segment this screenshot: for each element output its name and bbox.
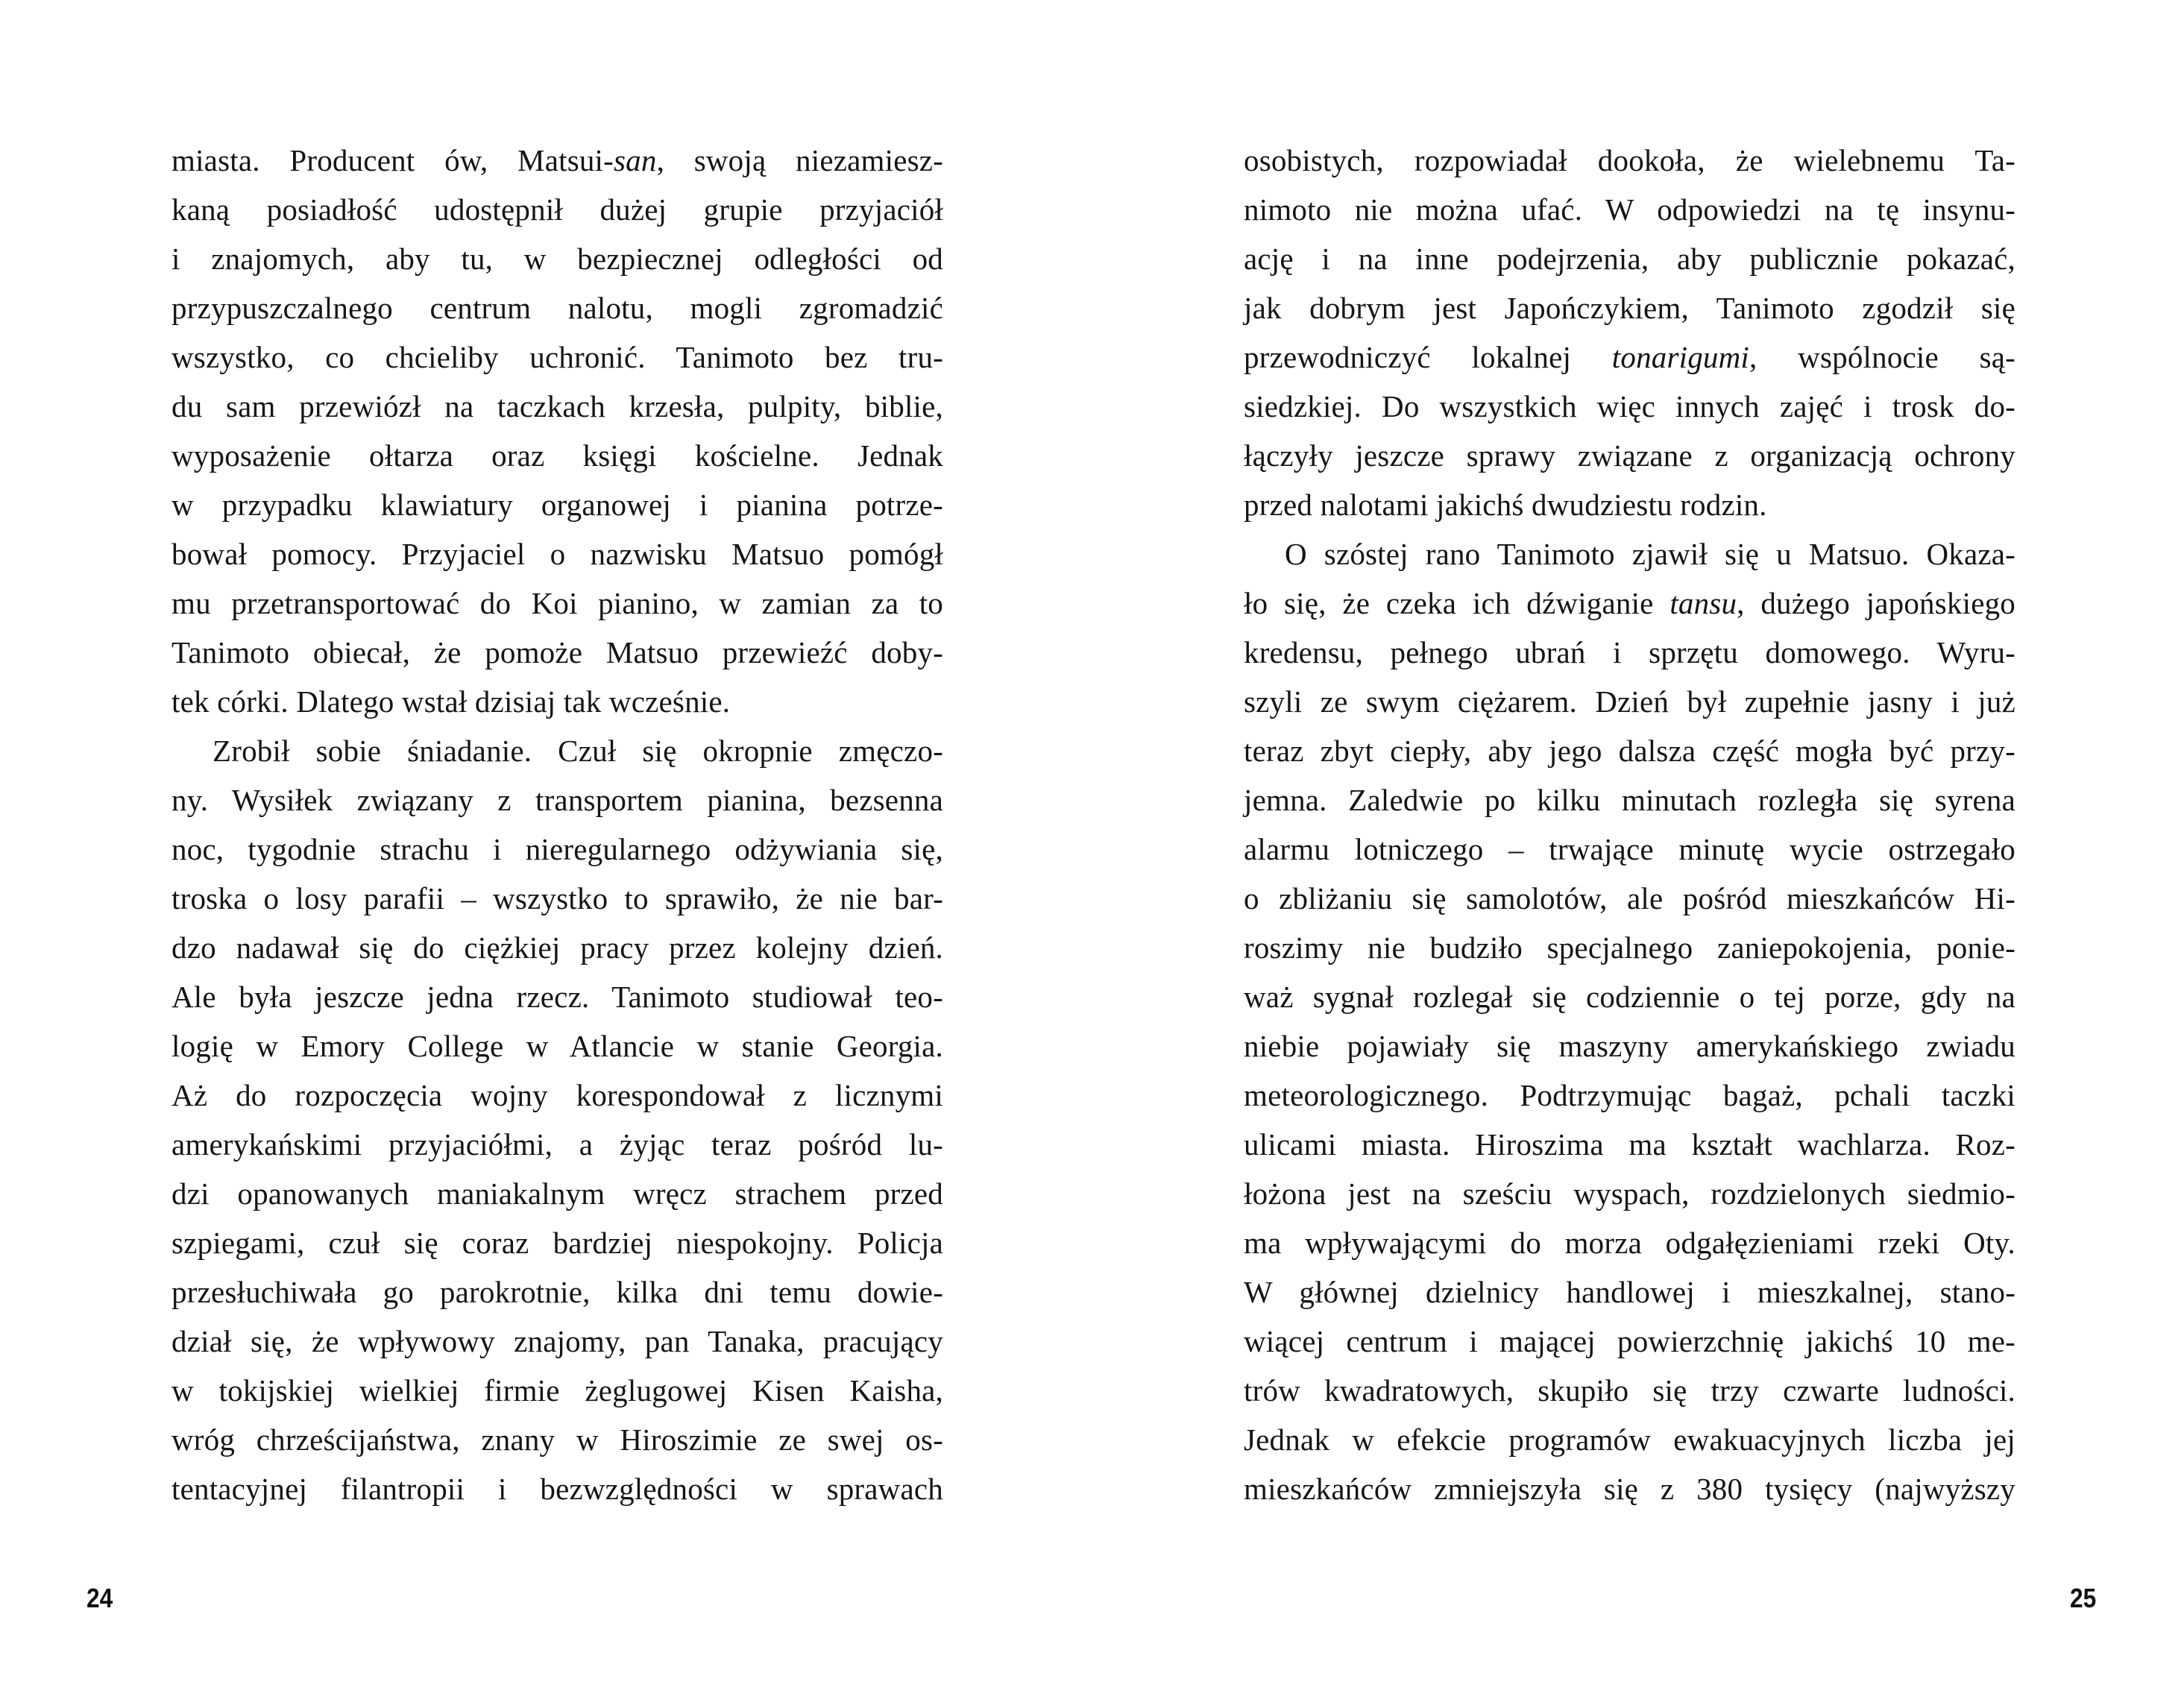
- text-segment: mu przetransportować do Koi pianino, w zamian za to: [171, 586, 943, 620]
- text-line: [1244, 333, 2015, 382]
- text-segment: wyposażenie ołtarza oraz księgi kościelne. Jednak: [171, 438, 943, 473]
- text-segment: Aż do rozpoczęcia wojny korespondował z licznymi: [171, 1078, 943, 1112]
- text-line: [171, 972, 943, 1021]
- text-line: [1244, 234, 2015, 283]
- text-segment: roszimy nie budziło specjalnego zaniepokojenia, ponie-: [1244, 930, 2015, 965]
- text-line: [1244, 1317, 2015, 1366]
- text-segment: Ale była jeszcze jedna rzecz. Tanimoto studiował teo-: [171, 980, 943, 1014]
- text-segment: łączyły jeszcze sprawy związane z organizacją ochrony: [1244, 438, 2015, 473]
- text-segment: tentacyjnej filantropii i bezwzględności w sprawach: [171, 1472, 943, 1506]
- text-segment: niebie pojawiały się maszyny amerykańskiego zwiadu: [1244, 1029, 2015, 1063]
- text-segment: O szóstej rano Tanimoto zjawił się u Matsuo. Okaza-: [1285, 537, 2015, 571]
- text-segment: bował pomocy. Przyjaciel o nazwisku Matsuo pomógł: [171, 537, 943, 571]
- text-line: [1244, 431, 2015, 480]
- text-segment: dzo nadawał się do ciężkiej pracy przez kolejny dzień.: [171, 930, 943, 965]
- text-line: [1244, 1021, 2015, 1071]
- text-line: [1244, 825, 2015, 874]
- text-segment: przed nalotami jakichś dwudziestu rodzin.: [1244, 488, 1767, 522]
- text-segment: tek córki. Dlatego wstał dzisiaj tak wcześnie.: [171, 684, 731, 719]
- text-line: [1244, 1218, 2015, 1267]
- text-segment: wszystko, co chcieliby uchronić. Tanimoto bez tru-: [171, 340, 943, 374]
- text-segment: przesłuchiwała go parokrotnie, kilka dni temu dowie-: [171, 1275, 943, 1309]
- text-line: [171, 529, 943, 579]
- text-segment: Tanimoto obiecał, że pomoże Matsuo przewieźć doby-: [171, 635, 943, 669]
- text-line: [171, 1021, 943, 1071]
- text-segment: o zbliżaniu się samolotów, ale pośród mieszkańców Hi-: [1244, 881, 2015, 916]
- text-segment: przypuszczalnego centrum nalotu, mogli zgromadzić: [171, 291, 943, 325]
- text-line: [1244, 382, 2015, 431]
- text-line: [1244, 579, 2015, 628]
- text-segment: ulicami miasta. Hiroszima ma kształt wachlarza. Roz-: [1244, 1127, 2015, 1162]
- text-line: [171, 923, 943, 972]
- text-line: [1244, 1415, 2015, 1464]
- text-segment: w tokijskiej wielkiej firmie żeglugowej Kisen Kaisha,: [171, 1373, 943, 1408]
- text-line: [171, 677, 943, 726]
- text-segment: ny. Wysiłek związany z transportem pianina, bezsenna: [171, 783, 943, 817]
- text-segment: Jednak w efekcie programów ewakuacyjnych liczba jej: [1244, 1422, 2015, 1457]
- text-segment: wiącej centrum i mającej powierzchnię jakichś 10 me-: [1244, 1324, 2015, 1358]
- text-segment: troska o losy parafii – wszystko to sprawiło, że nie bar-: [171, 881, 943, 916]
- text-line: [1244, 874, 2015, 923]
- text-segment: ło się, że czeka ich dźwiganie: [1244, 586, 1670, 620]
- text-segment: teraz zbyt ciepły, aby jego dalsza część mogła być przy-: [1244, 734, 2015, 768]
- text-segment: kredensu, pełnego ubrań i sprzętu domowego. Wyru-: [1244, 635, 2015, 669]
- text-line: [171, 234, 943, 283]
- text-line: [171, 185, 943, 234]
- text-line: [171, 283, 943, 333]
- text-line: [1244, 1071, 2015, 1120]
- text-line: [171, 874, 943, 923]
- text-segment: noc, tygodnie strachu i nieregularnego odżywiania się,: [171, 832, 943, 866]
- text-segment: amerykańskimi przyjaciółmi, a żyjąc teraz pośród lu-: [171, 1127, 943, 1162]
- text-line: [171, 825, 943, 874]
- text-line: [171, 726, 943, 775]
- text-segment: meteorologicznego. Podtrzymując bagaż, pchali taczki: [1244, 1078, 2015, 1112]
- text-line: [171, 382, 943, 431]
- text-line: [1244, 283, 2015, 333]
- text-line: [1244, 136, 2015, 185]
- text-segment: , wspólnocie są-: [1749, 340, 2015, 374]
- italic-term: tansu: [1670, 586, 1737, 620]
- text-line: [1244, 1464, 2015, 1513]
- text-line: [1244, 1366, 2015, 1415]
- text-segment: du sam przewiózł na taczkach krzesła, pulpity, biblie,: [171, 389, 943, 423]
- text-segment: jemna. Zaledwie po kilku minutach rozległa się syrena: [1244, 783, 2015, 817]
- text-line: [1244, 1169, 2015, 1218]
- text-segment: kaną posiadłość udostępnił dużej grupie przyjaciół: [171, 192, 943, 227]
- text-segment: szyli ze swym ciężarem. Dzień był zupełnie jasny i już: [1244, 684, 2015, 719]
- text-segment: jak dobrym jest Japończykiem, Tanimoto zgodził się: [1244, 291, 2015, 325]
- text-line: [1244, 1120, 2015, 1169]
- text-line: [171, 579, 943, 628]
- text-line: [1244, 923, 2015, 972]
- text-line: [171, 1415, 943, 1464]
- text-segment: , swoją niezamiesz-: [656, 143, 943, 177]
- text-segment: w przypadku klawiatury organowej i pianina potrze-: [171, 488, 943, 522]
- text-segment: i znajomych, aby tu, w bezpiecznej odległości od: [171, 242, 943, 276]
- text-segment: wróg chrześcijaństwa, znany w Hiroszimie ze swej os-: [171, 1422, 943, 1457]
- italic-term: san: [614, 143, 657, 177]
- text-segment: przewodniczyć lokalnej: [1244, 340, 1612, 374]
- right-text-column: [1244, 136, 2015, 1513]
- text-line: [1244, 529, 2015, 579]
- text-line: [171, 333, 943, 382]
- text-line: [171, 628, 943, 677]
- text-line: [171, 1120, 943, 1169]
- text-line: [171, 1366, 943, 1415]
- text-line: [171, 1464, 943, 1513]
- text-segment: W głównej dzielnicy handlowej i mieszkalnej, stano-: [1244, 1275, 2015, 1309]
- text-segment: siedzkiej. Do wszystkich więc innych zajęć i trosk do-: [1244, 389, 2015, 423]
- text-segment: nimoto nie można ufać. W odpowiedzi na tę insynu-: [1244, 192, 2015, 227]
- text-line: [1244, 628, 2015, 677]
- text-segment: logię w Emory College w Atlancie w stanie Georgia.: [171, 1029, 943, 1063]
- text-line: [171, 1169, 943, 1218]
- text-line: [1244, 775, 2015, 825]
- text-segment: waż sygnał rozlegał się codziennie o tej porze, gdy na: [1244, 980, 2015, 1014]
- text-line: [171, 1317, 943, 1366]
- text-segment: , dużego japońskiego: [1737, 586, 2016, 620]
- text-line: [171, 480, 943, 529]
- text-segment: alarmu lotniczego – trwające minutę wycie ostrzegało: [1244, 832, 2015, 866]
- text-line: [1244, 480, 2015, 529]
- text-line: [1244, 726, 2015, 775]
- text-segment: miasta. Producent ów, Matsui-: [171, 143, 614, 177]
- text-line: [171, 1071, 943, 1120]
- text-line: [171, 136, 943, 185]
- text-line: [1244, 972, 2015, 1021]
- page-number-right: 25: [2070, 1583, 2097, 1613]
- text-line: [171, 1218, 943, 1267]
- text-line: [1244, 185, 2015, 234]
- text-segment: mieszkańców zmniejszyła się z 380 tysięcy (najwyższy: [1244, 1472, 2015, 1506]
- text-segment: Zrobił sobie śniadanie. Czuł się okropnie zmęczo-: [213, 734, 943, 768]
- text-segment: dzi opanowanych maniakalnym wręcz strachem przed: [171, 1176, 943, 1211]
- italic-term: tonarigumi: [1611, 340, 1750, 374]
- text-segment: trów kwadratowych, skupiło się trzy czwarte ludności.: [1244, 1373, 2015, 1408]
- text-segment: szpiegami, czuł się coraz bardziej niespokojny. Policja: [171, 1226, 943, 1260]
- text-segment: dział się, że wpływowy znajomy, pan Tanaka, pracujący: [171, 1324, 943, 1358]
- page-number-left: 24: [86, 1583, 113, 1613]
- text-line: [171, 775, 943, 825]
- text-segment: osobistych, rozpowiadał dookoła, że wielebnemu Ta-: [1244, 143, 2015, 177]
- text-line: [171, 1267, 943, 1317]
- text-segment: ację i na inne podejrzenia, aby publicznie pokazać,: [1244, 242, 2015, 276]
- text-line: [1244, 1267, 2015, 1317]
- text-line: [171, 431, 943, 480]
- text-segment: ma wpływającymi do morza odgałęzieniami rzeki Oty.: [1244, 1226, 2015, 1260]
- text-segment: łożona jest na sześciu wyspach, rozdzielonych siedmio-: [1244, 1176, 2015, 1211]
- left-text-column: [171, 136, 943, 1513]
- text-line: [1244, 677, 2015, 726]
